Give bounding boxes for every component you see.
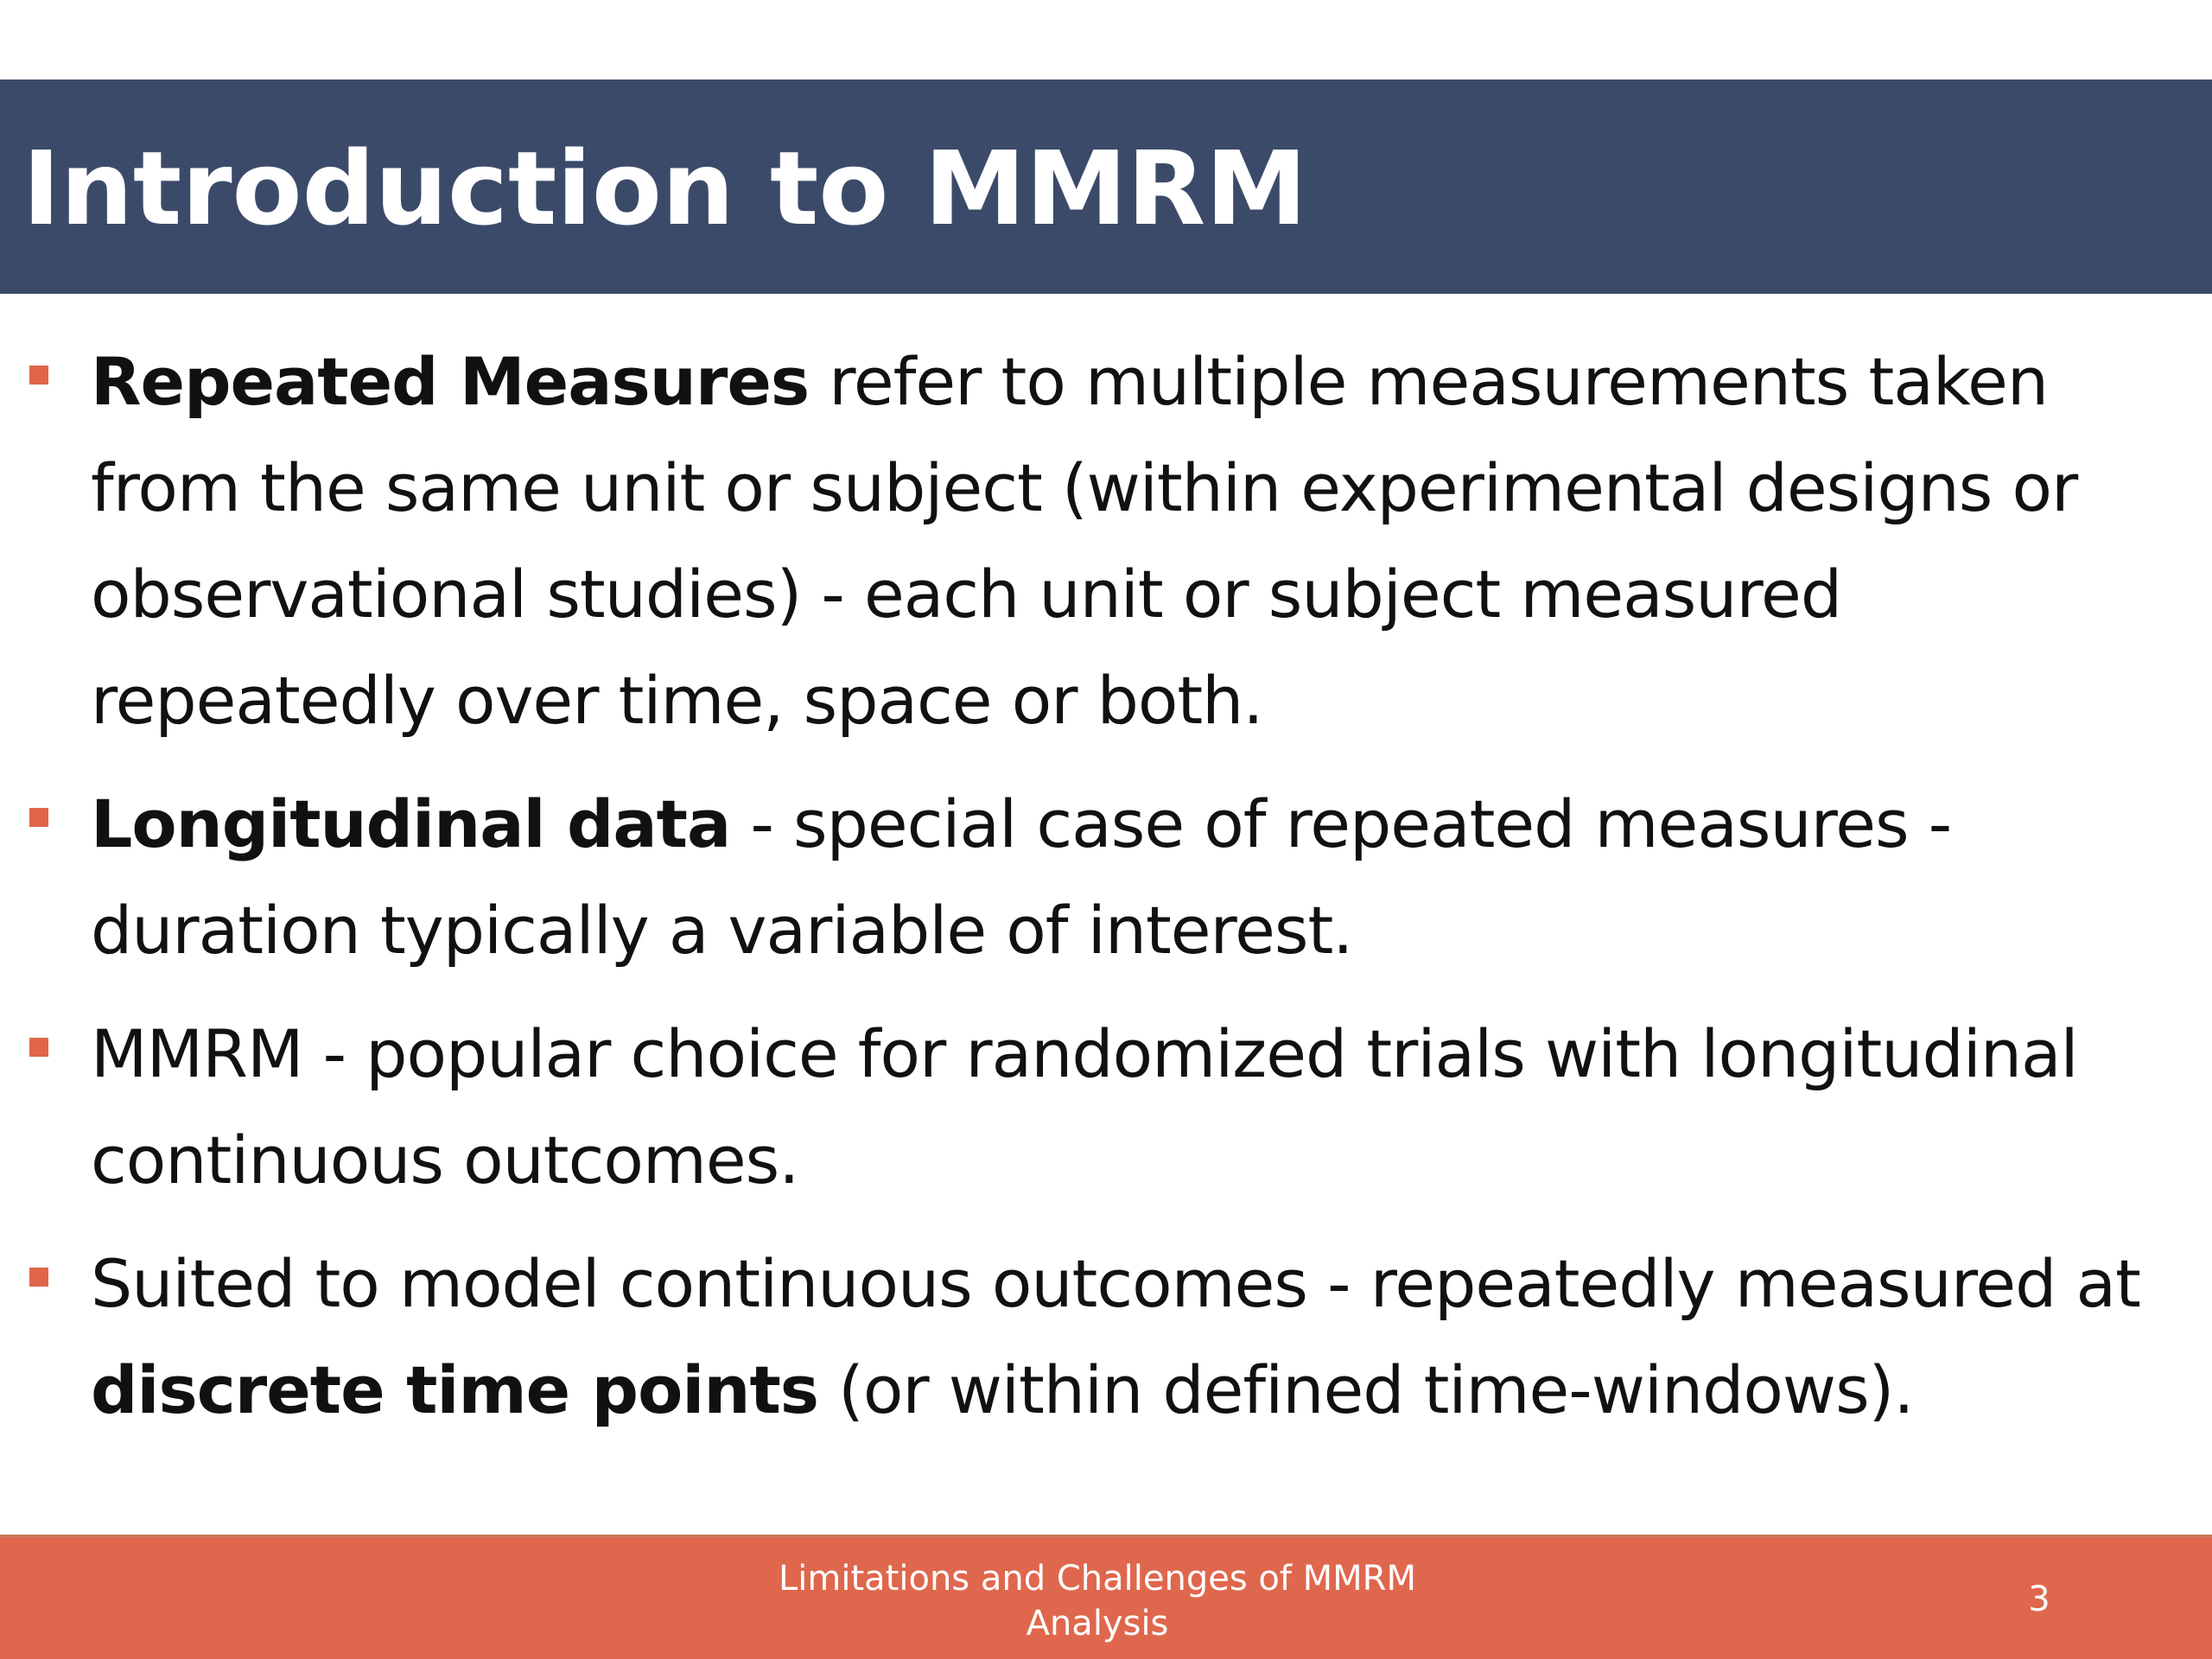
bullet-text: refer to multiple measurements taken from the same unit or subject (within experimental designs or observational studies) - each unit or subject measured repeatedly over time, space or both. <box>91 343 2078 739</box>
bullet-suited-to-model <box>0 1230 2212 1443</box>
term-discrete-time-points: discrete time points <box>91 1351 819 1428</box>
bullet-text: Suited to model continuous outcomes - repeatedly measured at <box>91 1245 2140 1322</box>
square-bullet-icon <box>29 365 48 385</box>
term-repeated-measures: Repeated Measures <box>91 343 810 420</box>
bullet-text: - special case of repeated measures - duration typically a variable of interest. <box>91 785 1952 969</box>
footer-presentation-title: Limitations and Challenges of MMRM Analysis <box>779 1559 1416 1643</box>
bullet-list <box>0 328 2212 1460</box>
term-longitudinal-data: Longitudinal data <box>91 785 731 862</box>
page-number: 3 <box>2028 1580 2050 1619</box>
bullet-longitudinal-data <box>0 771 2212 983</box>
slide-title: Introduction to MMRM <box>22 129 1307 248</box>
bullet-repeated-measures <box>0 328 2212 753</box>
square-bullet-icon <box>29 1038 48 1057</box>
bullet-mmrm-choice <box>0 1001 2212 1213</box>
bullet-text-end: (or within defined time-windows). <box>818 1351 1914 1428</box>
square-bullet-icon <box>29 808 48 827</box>
footer-bar <box>0 1535 2212 1659</box>
square-bullet-icon <box>29 1268 48 1287</box>
bullet-text: MMRM - popular choice for randomized trials with longitudinal continuous outcomes. <box>91 1015 2078 1198</box>
